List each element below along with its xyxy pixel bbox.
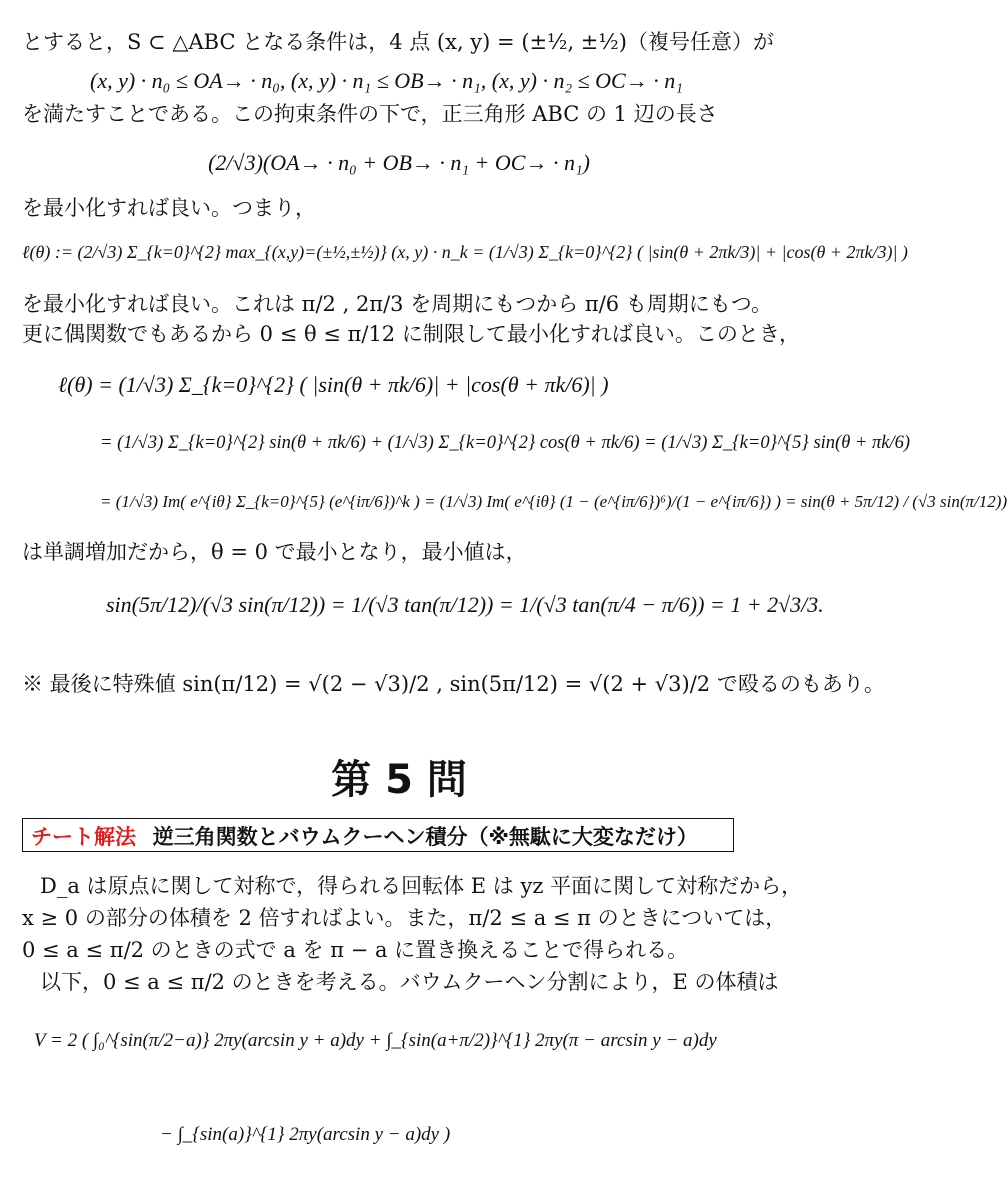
equation-side-length: (2/√3)(OA→ · n₀ + OB→ · n₁ + OC→ · n₁) xyxy=(208,150,590,175)
equation-ell-step1: ℓ(θ) = (1/√3) Σ_{k=0}^{2} ( |sin(θ + πk/6)| + |cos(θ + πk/6)| ) xyxy=(58,372,609,397)
method-title-box xyxy=(22,818,734,852)
text-line: を最小化すれば良い。つまり， xyxy=(22,196,316,220)
equation-constraints: (x, y) · n₀ ≤ OA→ · n₀, (x, y) · n₁ ≤ OB→ · n₁, (x, y) · n₂ ≤ OC→ · n₁ xyxy=(90,68,683,93)
equation-volume-line2: − ∫_{sin(a)}^{1} 2πy(arcsin y − a)dy ) xyxy=(160,1124,451,1145)
problem-heading: 第 5 問 xyxy=(331,757,467,803)
paragraph-line: x ≥ 0 の部分の体積を 2 倍すればよい。また，π/2 ≤ a ≤ π のときについては， xyxy=(22,906,787,930)
equation-ell-step3: = (1/√3) Im( e^{iθ} Σ_{k=0}^{5} (e^{iπ/6})^k ) = (1/√3) Im( e^{iθ} (1 − (e^{iπ/6})⁶)/(1 − e^{iπ/6}) ) = sin(θ + 5π/12) / (√3 sin(π/12)) xyxy=(100,492,1007,511)
text-line: 更に偶関数でもあるから 0 ≤ θ ≤ π/12 に制限して最小化すれば良い。このとき， xyxy=(22,322,801,346)
method-title: 逆三角関数とバウムクーヘン積分（※無駄に大変なだけ） xyxy=(152,825,698,849)
note-special-values: ※ 最後に特殊値 sin(π/12) = √(2 − √3)/2 , sin(5π/12) = √(2 + √3)/2 で殴るのもあり。 xyxy=(22,672,885,696)
equation-ell-definition: ℓ(θ) := (2/√3) Σ_{k=0}^{2} max_{(x,y)=(±½,±½)} (x, y) · n_k = (1/√3) Σ_{k=0}^{2} ( |sin(θ + 2πk/3)| + |cos(θ + 2πk/3)| ) xyxy=(22,242,908,262)
equation-ell-step2: = (1/√3) Σ_{k=0}^{2} sin(θ + πk/6) + (1/√3) Σ_{k=0}^{2} cos(θ + πk/6) = (1/√3) Σ_{k=0}^{5} sin(θ + πk/6) xyxy=(100,433,911,453)
paragraph-line: D_a は原点に関して対称で，得られる回転体 E は yz 平面に関して対称だから， xyxy=(40,874,803,898)
text-line: とすると，S ⊂ △ABC となる条件は，4 点 (x, y) = (±½, ±½)（複号任意）が xyxy=(22,30,774,54)
method-tag: チート解法 xyxy=(31,825,136,849)
text-line: は単調増加だから，θ = 0 で最小となり，最小値は， xyxy=(22,540,527,564)
equation-volume-line1: V = 2 ( ∫₀^{sin(π/2−a)} 2πy(arcsin y + a)dy + ∫_{sin(a+π/2)}^{1} 2πy(π − arcsin y − a)dy xyxy=(34,1030,717,1051)
text-line: を満たすことである。この拘束条件の下で，正三角形 ABC の 1 辺の長さ xyxy=(22,102,718,126)
text-line: を最小化すれば良い。これは π/2 , 2π/3 を周期にもつから π/6 も周期にもつ。 xyxy=(22,292,772,316)
equation-minimum-value: sin(5π/12)/(√3 sin(π/12)) = 1/(√3 tan(π/12)) = 1/(√3 tan(π/4 − π/6)) = 1 + 2√3/3. xyxy=(106,592,824,617)
paragraph-line: 以下，0 ≤ a ≤ π/2 のときを考える。バウムクーヘン分割により，E の体積は xyxy=(40,970,779,994)
paragraph-line: 0 ≤ a ≤ π/2 のときの式で a を π − a に置き換えることで得られる。 xyxy=(22,938,689,962)
